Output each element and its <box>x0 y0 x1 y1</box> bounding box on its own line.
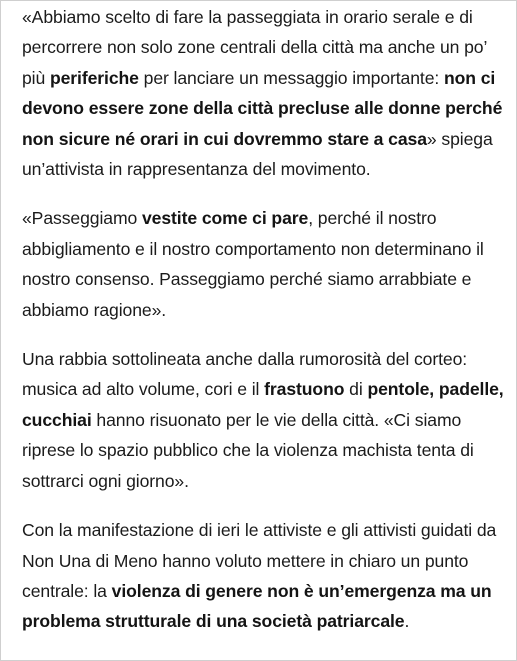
bold-text: periferiche <box>49 67 139 88</box>
text-span: «Passeggiamo <box>22 208 142 229</box>
bold-text: pentole, padelle, cucchiai <box>22 379 504 430</box>
bold-text: violenza di genere non è un’emergenza ma un problema strutturale di una società patriarcale <box>22 580 492 632</box>
text-span: Con la manifestazione di ieri le attiviste e gli attivisti guidati da Non Una di Meno hanno voluto mettere in chiaro un punto centrale: la <box>22 520 497 601</box>
text-span: , perché il nostro abbigliamento e il nostro comportamento non determinano il nostro consenso. Passeggiamo perché siamo arrabbiate e abbiamo ragione». <box>22 208 484 320</box>
paragraph-2 <box>22 203 510 325</box>
bold-text: vestite come ci pare <box>141 208 309 229</box>
text-span: hanno risuonato per le vie della città. «Ci siamo riprese lo spazio pubblico che la violenza machista tenta di sottrarci ogni giorno». <box>22 409 474 491</box>
text-span: Una rabbia sottolineata anche dalla rumorosità del corteo: musica ad alto volume, cori e il <box>22 349 468 400</box>
paragraph-3 <box>22 344 510 496</box>
text-span: per lanciare un messaggio importante: <box>138 67 444 88</box>
text-span: di <box>344 379 368 400</box>
article-body <box>22 2 510 656</box>
text-span: » spiega un’attivista in rappresentanza del movimento. <box>22 128 493 180</box>
text-span: «Abbiamo scelto di fare la passeggiata in orario serale e di percorrere non solo zone centrali della città ma anche un po’ più <box>22 7 487 88</box>
bold-text: frastuono <box>264 379 345 400</box>
text-span: . <box>404 611 410 632</box>
paragraph-1 <box>22 2 510 184</box>
paragraph-4 <box>22 515 510 637</box>
bold-text: non ci devono essere zone della città precluse alle donne perché non sicure né orari in cui dovremmo stare a casa <box>22 67 503 149</box>
